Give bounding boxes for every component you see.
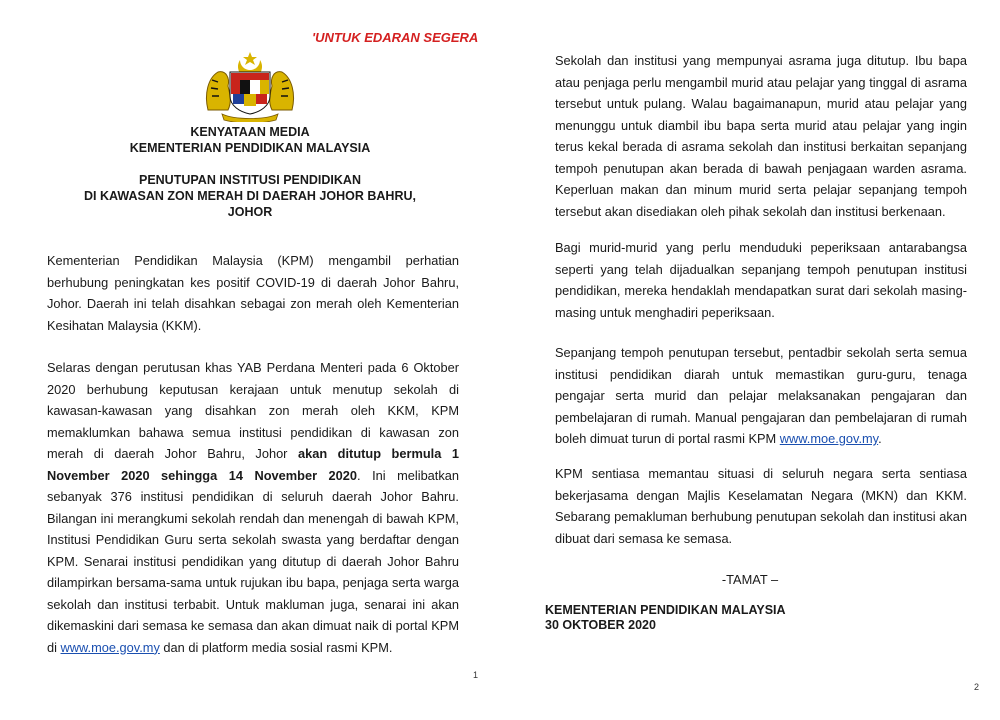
heading-line: KEMENTERIAN PENDIDIKAN MALAYSIA — [129, 141, 371, 155]
document-title — [40, 172, 460, 220]
page-number: 1 — [473, 670, 479, 680]
paragraph-text: Sepanjang tempoh penutupan tersebut, pentadbir sekolah serta semua institusi pendidikan diarah untuk memastikan guru-guru, tenaga pengajar serta murid dan pelajar melaksanakan pengajaran dan pembelajaran di rumah. Manual pengajaran dan pembelajaran di rumah boleh dimuat turun di portal rasmi KPM — [555, 345, 967, 446]
signature-block — [545, 603, 786, 633]
end-marker: -TAMAT – — [721, 572, 779, 587]
paragraph-4: Bagi murid-murid yang perlu menduduki peperiksaan antarabangsa seperti yang telah dijadualkan sepanjang tempoh penutupan institusi pendidikan, mereka hendaklah mendapatkan surat dari sekolah masing-masing untuk menghadiri peperiksaan. — [555, 240, 967, 320]
urgent-stamp: 'UNTUK EDARAN SEGERA — [312, 30, 479, 45]
title-line: DI KAWASAN ZON MERAH DI DAERAH JOHOR BAHRU, — [84, 189, 416, 203]
paragraph-text: . Ini melibatkan sebanyak 376 institusi pendidikan di seluruh daerah Johor Bahru. Bilangan ini merangkumi sekolah rendah dan menengah di bawah KPM, Institusi Pendidikan Guru serta sekolah swasta yang berdaftar dengan KPM. Senarai institusi pendidikan yang ditutup di daerah Johor Bahru dilampirkan bersama-sama untuk rujukan ibu bapa, penjaga serta warga sekolah dan institusi terbabit. Untuk makluman juga, senarai ini akan dikemaskini dari semasa ke semasa dan akan dimuat naik di portal KPM di — [47, 467, 459, 655]
paragraph-6: KPM sentiasa memantau situasi di seluruh negara serta sentiasa bekerjasama dengan Majlis Keselamatan Negara (MKN) dan KKM. Sebarang pemakluman berhubung penutupan sekolah dan institusi akan dibuat dari semasa ke semasa. — [555, 466, 967, 546]
closure-dates-bold: akan ditutup bermula 1 November 2020 sehingga 14 November 2020 — [47, 446, 459, 483]
title-line: PENUTUPAN INSTITUSI PENDIDIKAN — [138, 173, 361, 187]
moe-portal-link[interactable]: www.moe.gov.my — [60, 639, 160, 655]
page-2 — [500, 0, 1000, 720]
paragraph-3: Sekolah dan institusi yang mempunyai asrama juga ditutup. Ibu bapa atau penjaga perlu mengambil murid atau pelajar yang tinggal di asrama tersebut untuk pulang. Walau bagaimanapun, murid atau pelajar yang menunggu untuk diambil ibu bapa serta murid atau pelajar yang ingin terus kekal berada di asrama sekolah dan institusi berkaitan sepanjang tempoh penutupan akan berada di bawah penjagaan warden asrama. Keperluan makan dan minum murid serta pelajar sepanjang tempoh tersebut akan disediakan oleh pihak sekolah dan institusi berkenaan. — [555, 53, 967, 219]
heading-line: KENYATAAN MEDIA — [190, 125, 310, 139]
paragraph-text: Selaras dengan perutusan khas YAB Perdana Menteri pada 6 Oktober 2020 berhubung keputusan kerajaan untuk menutup sekolah di kawasan-kawasan yang disahkan zon merah oleh KKM, KPM memaklumkan bahawa semua institusi pendidikan di kawasan zon merah di daerah Johor Bahru, Johor — [47, 360, 459, 461]
page-number: 2 — [974, 682, 980, 692]
signature-line: KEMENTERIAN PENDIDIKAN MALAYSIA — [545, 603, 786, 617]
press-release-heading — [40, 124, 460, 156]
signature-date: 30 OKTOBER 2020 — [545, 618, 656, 632]
title-line: JOHOR — [227, 205, 273, 219]
moe-portal-link[interactable]: www.moe.gov.my — [779, 431, 879, 446]
paragraph-1: Kementerian Pendidikan Malaysia (KPM) mengambil perhatian berhubung peningkatan kes positif COVID-19 di daerah Johor Bahru, Johor. Daerah ini telah disahkan sebagai zon merah oleh Kementerian Kesihatan Malaysia (KKM). — [47, 253, 459, 333]
paragraph-2 — [47, 357, 459, 658]
paragraph-text: . — [878, 431, 882, 446]
coat-of-arms-icon — [200, 50, 300, 122]
paragraph-5 — [555, 342, 967, 450]
paragraph-text: dan di platform media sosial rasmi KPM. — [163, 639, 393, 655]
